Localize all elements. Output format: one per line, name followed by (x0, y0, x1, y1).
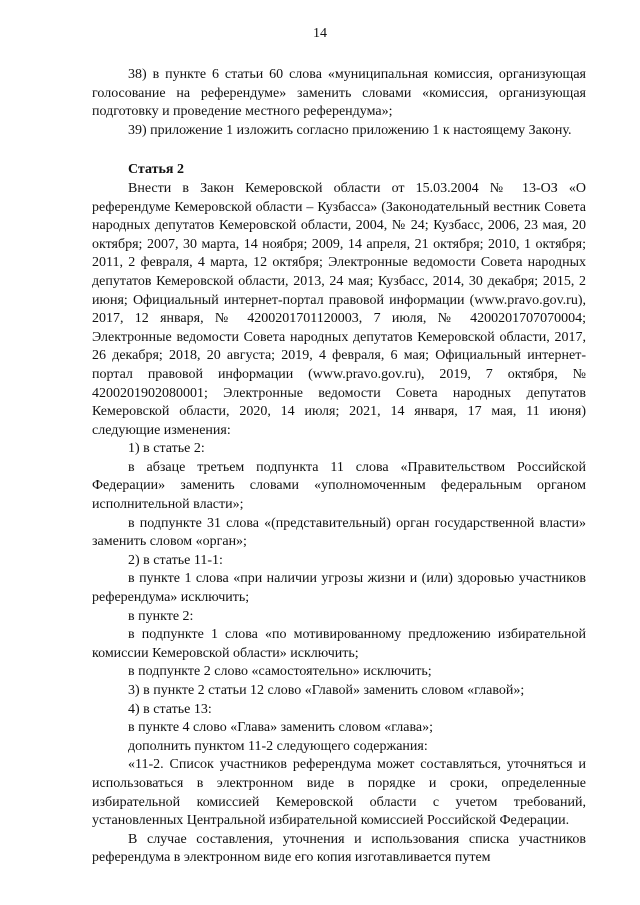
paragraph-item-2-a: в пункте 1 слова «при наличии угрозы жизни и (или) здоровью участников референдума» исключить; (92, 571, 586, 606)
paragraph-item-1-a: в абзаце третьем подпункта 11 слова «Правительством Российской Федерации» заменить словами «уполномоченным федеральным органом исполнительной власти»; (92, 459, 586, 513)
paragraph-item-4-a: в пункте 4 слово «Глава» заменить словом «глава»; (128, 720, 434, 736)
paragraph-item-39: 39) приложение 1 изложить согласно приложению 1 к настоящему Закону. (128, 122, 572, 138)
paragraph-item-1: 1) в статье 2: (128, 441, 205, 457)
paragraph-item-1-b: в подпункте 31 слова «(представительный) орган государственной власти» заменить словом «орган»; (92, 515, 586, 550)
document-body (92, 66, 586, 868)
quoted-clause-continuation: В случае составления, уточнения и использования списка участников референдума в электронном виде его копия изготавливается путем (92, 831, 586, 866)
article-heading: Статья 2 (128, 162, 184, 178)
paragraph-item-2-b: в пункте 2: (128, 608, 194, 624)
paragraph-item-4: 4) в статье 13: (128, 701, 212, 717)
paragraph-item-2: 2) в статье 11-1: (128, 552, 223, 568)
paragraph-item-4-b: дополнить пунктом 11-2 следующего содержания: (128, 738, 428, 754)
page-number: 14 (313, 26, 327, 41)
quoted-clause-11-2: «11-2. Список участников референдума может составляться, уточняться и использоваться в электронном виде в порядке и сроки, определенные избирательной комиссией Кемеровской области с учетом требований, установленных Центральной избирательной комиссией Российской Федерации. (92, 757, 586, 829)
paragraph-item-2-c: в подпункте 1 слова «по мотивированному предложению избирательной комиссии Кемеровской области» исключить; (92, 627, 586, 661)
paragraph-item-3: 3) в пункте 2 статьи 12 слово «Главой» заменить словом «главой»; (128, 683, 525, 698)
article-intro-paragraph: Внести в Закон Кемеровской области от 15.03.2004 № 13-ОЗ «О референдуме Кемеровской области – Кузбасса» (Законодательный вестник Совета народных депутатов Кемеровской области, 2004, № 24; Кузбасс, 2006, 23 мая, 20 октября; 2007, 30 марта, 14 ноября; 2009, 14 апреля, 21 октября; 2010, 1 октября; 2011, 2 февраля, 4 марта, 12 октября; Электронные ведомости Совета народных депутатов Кемеровской области, 2013, 24 мая; Кузбасс, 2014, 30 декабря; 2015, 2 июня; Официальный интернет-портал правовой информации (www.pravo.gov.ru), 2017, 12 января, № 4200201701120003, 7 июля, № 4200201707070004; Электронные ведомости Совета народных депутатов Кемеровской области, 2017, 26 декабря; 2018, 20 августа; 2019, 4 февраля, 6 мая; Официальный интернет-портал правовой информации (www.pravo.gov.ru), 2019, 7 октября, № 4200201902080001; Электронные ведомости Совета народных депутатов Кемеровской области, 2020, 14 июля; 2021, 14 января, 17 мая, 11 июня) следующие изменения: (92, 180, 586, 438)
paragraph-item-2-d: в подпункте 2 слово «самостоятельно» исключить; (128, 664, 432, 680)
paragraph-item-38: 38) в пункте 6 статьи 60 слова «муниципальная комиссия, организующая голосование на референдуме» заменить словами «комиссия, организующая подготовку и проведение местного референдума»; (92, 67, 586, 120)
